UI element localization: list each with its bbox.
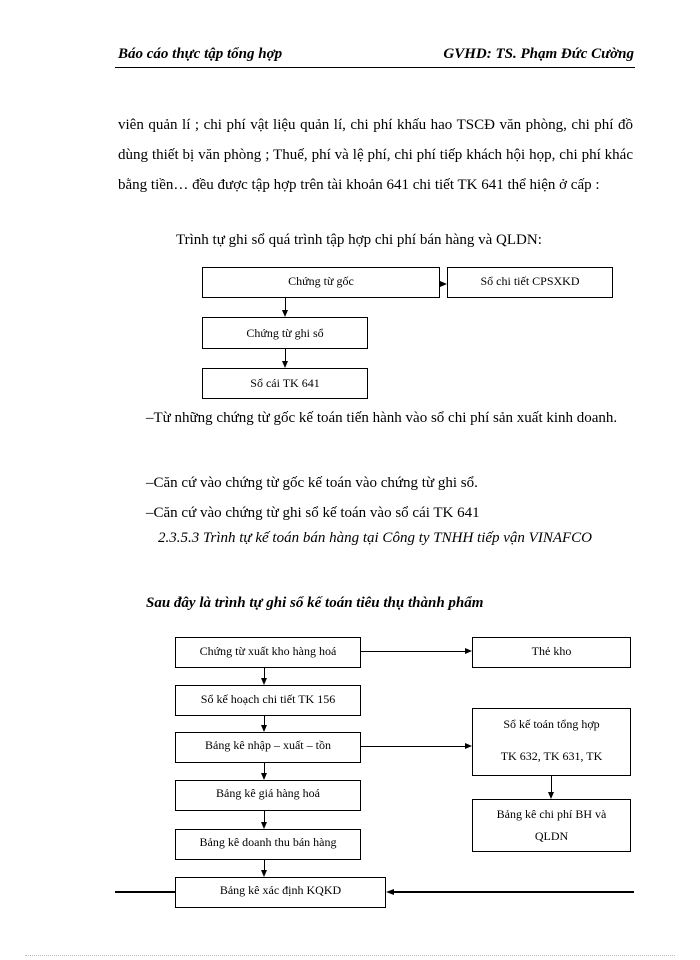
box-bang-ke-gia-hang-hoa: Bảng kê giá hàng hoá xyxy=(175,780,361,811)
arrow-down-icon xyxy=(261,678,267,685)
page-bottom-border xyxy=(25,955,675,956)
arrow-down-icon xyxy=(261,773,267,780)
box-chung-tu-xuat-kho: Chứng từ xuất kho hàng hoá xyxy=(175,637,361,668)
connector-line xyxy=(394,891,634,893)
arrow-down-icon xyxy=(282,310,288,317)
box-text-line: Bảng kê chi phí BH và xyxy=(496,807,607,821)
box-so-ke-toan-tong-hop xyxy=(472,708,631,776)
bullet-item: –Từ những chứng từ gốc kế toán tiến hành vào sổ chi phí sản xuất kinh doanh. xyxy=(146,410,618,426)
box-chung-tu-ghi-so: Chứng từ ghi sổ xyxy=(202,317,368,349)
body-paragraph: viên quản lí ; chi phí vật liệu quản lí, chi phí khấu hao TSCĐ văn phòng, chi phí đồ dùng thiết bị văn phòng ; Thuế, phí và lệ phí, chi phí tiếp khách hội họp, chi phí khác bằng tiền… đều được tập hợp trên tài khoản 641 chi tiết TK 641 thể hiện ở cấp : xyxy=(118,117,633,193)
box-so-ke-hoach-tk156: Sổ kế hoạch chi tiết TK 156 xyxy=(175,685,361,716)
box-bang-ke-nhap-xuat-ton: Bảng kê nhập – xuất – tồn xyxy=(175,732,361,763)
connector-line xyxy=(264,668,265,678)
connector-line xyxy=(285,298,286,310)
arrow-down-icon xyxy=(548,792,554,799)
box-bang-ke-xac-dinh-kqkd: Bảng kê xác định KQKD xyxy=(175,877,386,908)
box-so-cai-tk641: Sổ cái TK 641 xyxy=(202,368,368,399)
connector-line xyxy=(285,349,286,361)
connector-line xyxy=(264,811,265,822)
connector-line xyxy=(361,746,465,747)
connector-line xyxy=(361,651,465,652)
box-chung-tu-goc: Chứng từ gốc xyxy=(202,267,440,298)
bullet-item: –Căn cứ vào chứng từ ghi sổ kế toán vào sổ cái TK 641 xyxy=(146,505,480,521)
diagram1-caption: Trình tự ghi sổ quá trình tập hợp chi phí bán hàng và QLDN: xyxy=(176,232,542,248)
section-title: Sau đây là trình tự ghi sổ kế toán tiêu thụ thành phẩm xyxy=(146,595,484,611)
arrow-left-icon xyxy=(386,889,394,895)
box-text-line: Sổ kế toán tổng hợp xyxy=(503,717,600,731)
box-bang-ke-doanh-thu: Bảng kê doanh thu bán hàng xyxy=(175,829,361,860)
box-so-chi-tiet-cpsxkd: Sổ chi tiết CPSXKD xyxy=(447,267,613,298)
arrow-down-icon xyxy=(261,725,267,732)
bullet-item: –Căn cứ vào chứng từ gốc kế toán vào chứng từ ghi sổ. xyxy=(146,475,478,491)
arrow-right-icon xyxy=(465,648,472,654)
section-heading: 2.3.5.3 Trình tự kế toán bán hàng tại Công ty TNHH tiếp vận VINAFCO xyxy=(158,530,593,546)
box-text-line: TK 632, TK 631, TK xyxy=(500,749,603,763)
arrow-down-icon xyxy=(282,361,288,368)
box-bang-ke-chi-phi xyxy=(472,799,631,852)
connector-line xyxy=(115,891,175,893)
connector-line xyxy=(551,776,552,792)
arrow-down-icon xyxy=(261,870,267,877)
connector-line xyxy=(264,763,265,773)
arrow-right-icon xyxy=(440,281,447,287)
box-the-kho: Thẻ kho xyxy=(472,637,631,668)
header-report-title: Báo cáo thực tập tổng hợp xyxy=(118,46,283,62)
arrow-right-icon xyxy=(465,743,472,749)
header-supervisor: GVHD: TS. Phạm Đức Cường xyxy=(443,46,634,62)
header-divider xyxy=(115,67,635,68)
connector-line xyxy=(264,860,265,870)
arrow-down-icon xyxy=(261,822,267,829)
connector-line xyxy=(264,716,265,725)
box-text-line: QLDN xyxy=(534,829,569,843)
